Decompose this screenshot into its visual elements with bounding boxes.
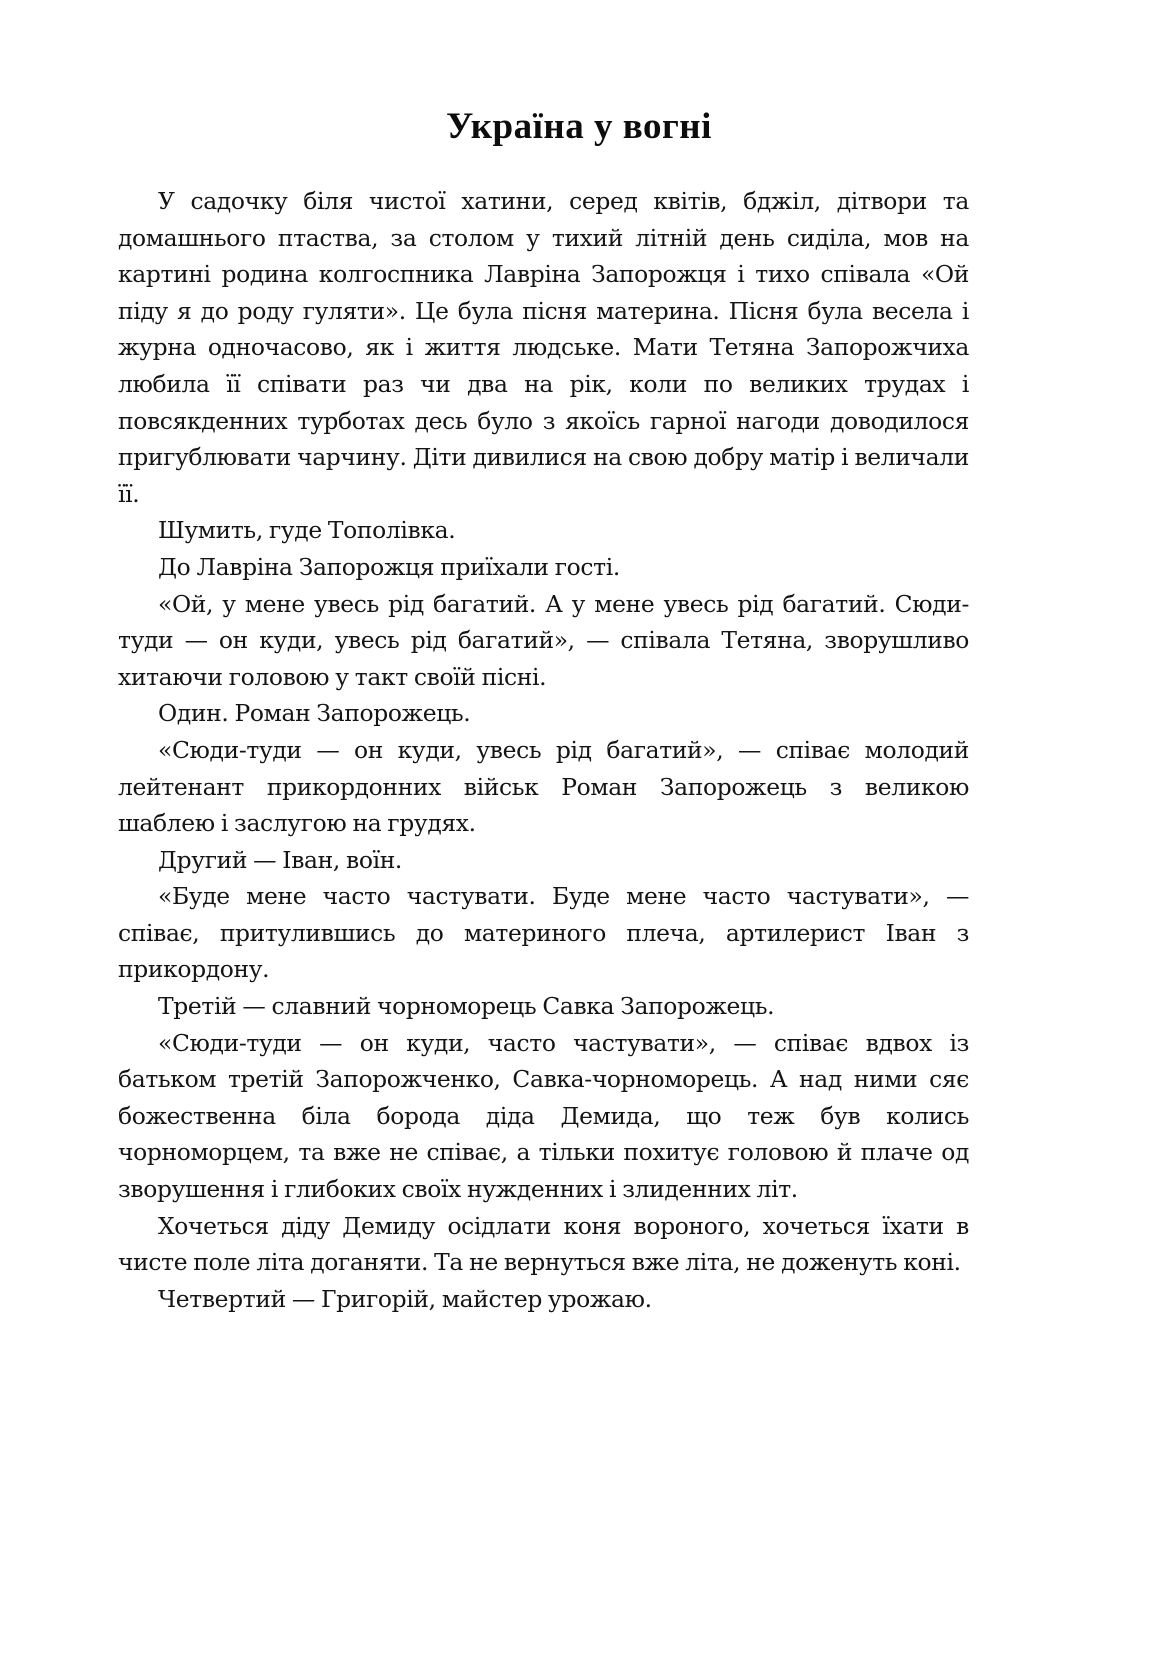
paragraph-third-son: Третій — славний чорноморець Савка Запорожець. [158, 992, 775, 1021]
paragraph-guests: До Лавріна Запорожця приїхали гості. [158, 552, 620, 581]
paragraph-first-son: Один. Роман Запорожець. [158, 699, 471, 728]
paragraph-song-roman: «Сюди-туди — он куди, увесь рід багатий», — співає молодий лейтенант прикордонних військ Роман Запорожець з великою шаблею і заслугою на грудях. [118, 735, 969, 838]
page-title: Україна у вогні [446, 106, 712, 147]
paragraph-second-son: Другий — Іван, воїн. [158, 845, 403, 874]
paragraph-opening: У садочку біля чистої хатини, серед квітів, бджіл, дітвори та домашнього птаства, за столом у тихий літній день сиділа, мов на картині родина колгоспника Лавріна Запорожця і тихо співала «Ой піду я до роду гуляти». Це була пісня материна. Пісня була весела і журна одночасово, як і життя людське. Мати Тетяна Запорожчиха любила її співати раз чи два на рік, коли по великих трудах і повсякденних турботах десь було з якоїсь гарної нагоди доводилося пригублювати чарчину. Діти дивилися на свою добру матір і величали її. [118, 187, 969, 508]
paragraph-fourth-son: Четвертий — Григорій, майстер урожаю. [158, 1284, 652, 1313]
paragraph-song-tetiana: «Ой, у мене увесь рід багатий. А у мене увесь рід багатий. Сюди-туди — он куди, увесь рід багатий», — співала Тетяна, зворушливо хитаючи головою у такт своїй пісні. [118, 589, 969, 691]
paragraph-grandfather: Хочеться діду Демиду осідлати коня вороного, хочеться їхати в чисте поле літа доганяти. Та не вернуться вже літа, не доженуть коні. [118, 1211, 969, 1277]
paragraph-toplivka: Шумить, гуде Тополівка. [158, 516, 456, 545]
paragraph-song-ivan: «Буде мене часто частувати. Буде мене часто частувати», — співає, притулившись до материного плеча, артилерист Іван з прикордону. [118, 882, 969, 984]
paragraph-song-savka: «Сюди-туди — он куди, часто частувати», — співає вдвох із батьком третій Запорожченко, Савка-чорноморець. А над ними сяє божественна біла борода діда Демида, що теж був колись чорноморцем, та вже не співає, а тільки похитує головою й плаче од зворушення і глибоких своїх нужденних і злиденних літ. [118, 1028, 969, 1204]
body-text [118, 183, 969, 1317]
